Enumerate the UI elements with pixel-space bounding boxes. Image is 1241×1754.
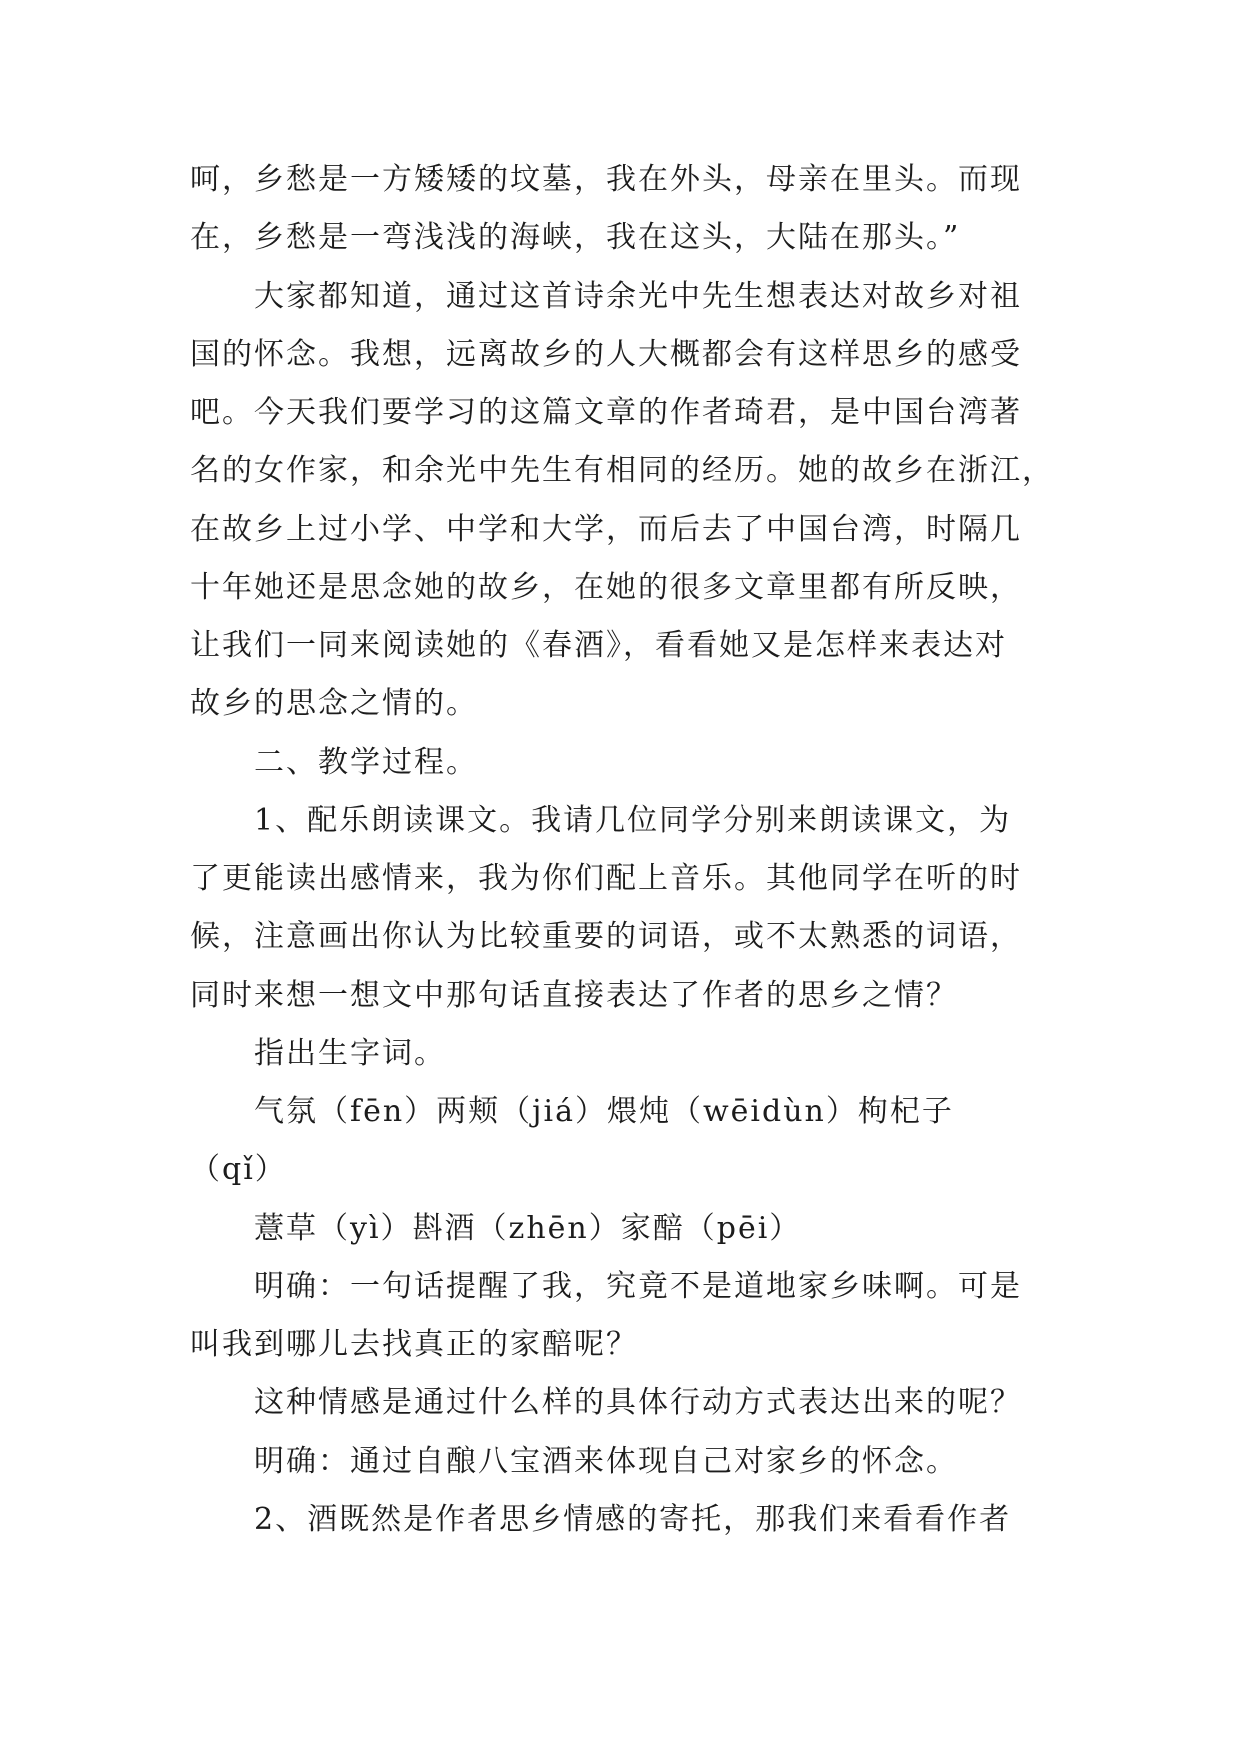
text-line: 让我们一同来阅读她的《春酒》，看看她又是怎样来表达对 [190, 628, 1007, 663]
text-line: 名的女作家，和余光中先生有相同的经历。她的故乡在浙江， [190, 453, 1054, 488]
paragraph-start-line: 明确：一句话提醒了我，究竟不是道地家乡味啊。可是 [254, 1269, 1022, 1304]
text-line: 候，注意画出你认为比较重要的词语，或不太熟悉的词语， [190, 919, 1022, 954]
text-line: 叫我到哪儿去找真正的家醅呢？ [190, 1327, 638, 1362]
text-line: 同时来想一想文中那句话直接表达了作者的思乡之情？ [190, 978, 958, 1013]
paragraph-start-line: 这种情感是通过什么样的具体行动方式表达出来的呢？ [254, 1385, 1022, 1420]
paragraph-start-line: 1、配乐朗读课文。我请几位同学分别来朗读课文，为 [254, 803, 1012, 838]
vocabulary-line: 薏草（yì）斟酒（zhēn）家醅（pēi） [254, 1211, 802, 1246]
text-line: 呵，乡愁是一方矮矮的坟墓，我在外头，母亲在里头。而现 [190, 162, 1022, 197]
text-line: 国的怀念。我想，远离故乡的人大概都会有这样思乡的感受 [190, 337, 1022, 372]
paragraph-start-line: 大家都知道，通过这首诗余光中先生想表达对故乡对祖 [254, 279, 1022, 314]
text-line: 吧。今天我们要学习的这篇文章的作者琦君，是中国台湾著 [190, 395, 1022, 430]
text-line: 十年她还是思念她的故乡，在她的很多文章里都有所反映， [190, 570, 1022, 605]
text-line: 在，乡愁是一弯浅浅的海峡，我在这头，大陆在那头。” [190, 220, 961, 255]
paragraph-start-line: 指出生字词。 [254, 1036, 446, 1071]
text-line: 在故乡上过小学、中学和大学，而后去了中国台湾，时隔几 [190, 512, 1022, 547]
paragraph-start-line: 明确：通过自酿八宝酒来体现自己对家乡的怀念。 [254, 1444, 958, 1479]
vocabulary-line: 气氛（fēn）两颊（jiá）煨炖（wēidùn）枸杞子 [254, 1094, 954, 1129]
section-heading: 二、教学过程。 [254, 745, 478, 780]
vocabulary-line: （qǐ） [190, 1152, 287, 1187]
text-line: 故乡的思念之情的。 [190, 686, 478, 721]
text-line: 了更能读出感情来，我为你们配上音乐。其他同学在听的时 [190, 861, 1022, 896]
paragraph-start-line: 2、酒既然是作者思乡情感的寄托，那我们来看看作者 [254, 1502, 1012, 1537]
